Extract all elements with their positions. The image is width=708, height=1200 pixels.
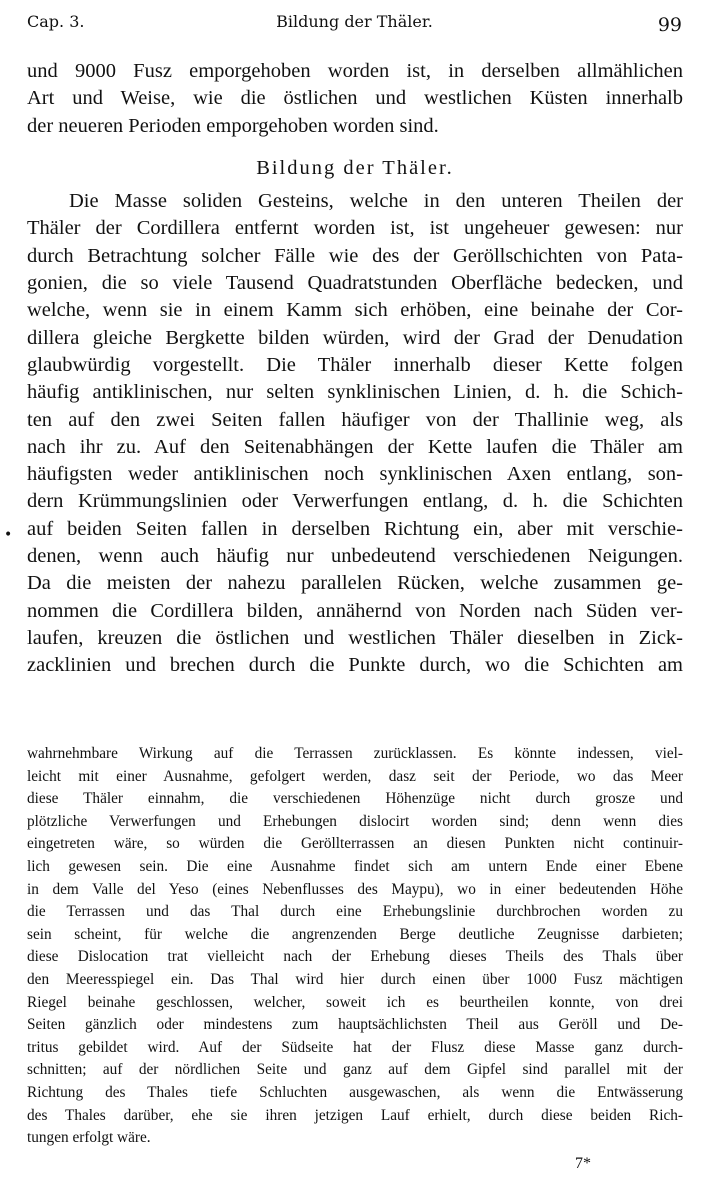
text-line: Art und Weise, wie die östlichen und westlichen Küsten innerhalb [27,87,683,110]
text-line: häufigsten weder antiklinischen noch synklinischen Axen entlang, son- [27,463,683,486]
text-line: durch Betrachtung solcher Fälle wie des der Geröllschichten von Pata- [27,244,683,267]
text-line: zacklinien und brechen durch die Punkte durch, wo die Schichten am [27,654,683,677]
footnote-line: diese Thäler einnahm, die verschiedenen Höhenzüge nicht durch grosze und [27,790,683,808]
footnote-line: schnitten; auf der nördlichen Seite und ganz auf dem Gipfel sind parallel mit der [27,1061,683,1079]
text-line: dern Krümmungslinien oder Verwerfungen entlang, d. h. die Schichten [27,490,683,513]
text-line: nach ihr zu. Auf den Seitenabhängen der Kette laufen die Thäler am [27,435,683,458]
footnote-line: des Thales darüber, ehe sie ihren jetzigen Lauf erhielt, durch diese beiden Rich- [27,1106,683,1124]
text-line: denen, wenn auch häufig nur unbedeutend verschiedenen Neigungen. [27,545,683,568]
text-line: laufen, kreuzen die östlichen und westlichen Thäler dieselben in Zick- [27,626,683,649]
footnote-line: die Terrassen und das Thal durch eine Erhebungslinie durchbrochen worden zu [27,903,683,921]
text-line: Da die meisten der nahezu parallelen Rücken, welche zusammen ge- [27,572,683,595]
running-header [27,8,682,36]
page-number: 99 [657,14,682,36]
footnote-line: Riegel beinahe geschlossen, welcher, soweit ich es beurtheilen konnte, von drei [27,993,683,1011]
footnote-line: wahrnehmbare Wirkung auf die Terrassen zurücklassen. Es könnte indessen, viel- [27,745,683,762]
footnote-line: plötzliche Verwerfungen und Erhebungen dislocirt worden sind; denn wenn dies [27,812,683,830]
text-line: auf beiden Seiten fallen in derselben Richtung ein, aber mit verschie- [27,517,683,540]
paragraph [27,188,683,679]
text-line: nommen die Cordillera bilden, annähernd von Norden nach Süden ver- [27,599,683,622]
text-line: welche, wenn sie in einem Kamm sich erhöben, eine beinahe der Cor- [27,299,683,322]
footnote-line: leicht mit einer Ausnahme, gefolgert werden, dasz seit der Periode, wo das Meer [27,767,683,785]
footnote-line: in dem Valle del Yeso (eines Nebenflusses des Maypu), wo in einer bedeutenden Höhe [27,880,683,898]
running-title: Bildung der Thäler. [276,12,433,31]
printer-signature: 7* [575,1155,591,1172]
chapter-label: Cap. 3. [27,12,85,31]
footnote-line: tritus gebildet wird. Auf der Südseite hat der Flusz diese Masse ganz durch- [27,1038,683,1056]
text-line: Die Masse soliden Gesteins, welche in den unteren Theilen der [69,190,683,213]
footnote-line: eingetreten wäre, so würden die Geröllterrassen an diesen Punkten nicht continuir- [27,835,683,853]
text-line: häufig antiklinischen, nur selten synklinischen Linien, d. h. die Schich- [27,381,683,404]
footnote-line: lich gewesen sein. Die eine Ausnahme findet sich am untern Ende einer Ebene [27,857,683,875]
text-line: dillera gleiche Bergkette bilden würden, wird der Grad der Denudation [27,326,683,349]
footnote-line: sein scheint, für welche die angrenzenden Berge deutliche Zeugnisse darbieten; [27,925,683,943]
footnote-line: Richtung des Thales tiefe Schluchten ausgewaschen, als wenn die Entwässerung [27,1083,683,1101]
footnote-line: Seiten gänzlich oder mindestens zum hauptsächlichsten Theil aus Geröll und De- [27,1016,683,1034]
main-text [27,58,683,680]
footnote-line: diese Dislocation trat vielleicht nach der Erhebung dieses Theils des Thals über [27,948,683,966]
margin-dot: • [4,527,13,543]
footnote [27,743,683,1150]
text-line: gonien, die so viele Tausend Quadratstunden Oberfläche bedecken, und [27,272,683,295]
text-line: ten auf den zwei Seiten fallen häufiger von der Thallinie weg, als [27,408,683,431]
text-line: glaubwürdig vorgestellt. Die Thäler innerhalb dieser Kette folgen [27,353,683,376]
text-line: Thäler der Cordillera entfernt worden ist, ist ungeheuer gewesen: nur [27,217,683,240]
text-line: und 9000 Fusz emporgehoben worden ist, in derselben allmählichen [27,60,683,82]
section-title: Bildung der Thäler. [256,156,454,179]
footnote-line: den Meeresspiegel ein. Das Thal wird hier durch einen über 1000 Fusz mächtigen [27,970,683,988]
text-line: der neueren Perioden emporgehoben worden sind. [27,114,439,137]
footnote-line: tungen erfolgt wäre. [27,1129,151,1147]
